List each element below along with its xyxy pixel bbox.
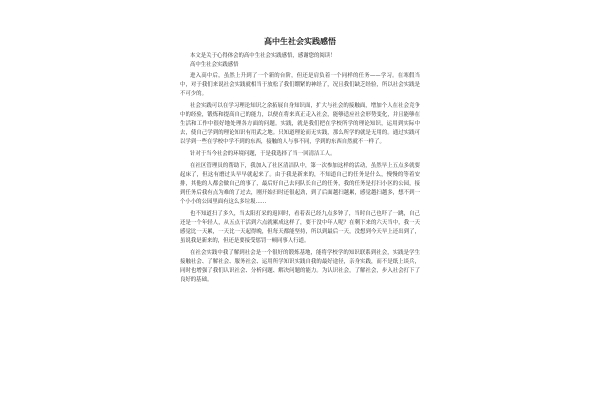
- paragraph: 针对于当今社会的环境问题，于是我选择了当一回清洁工人。: [190, 151, 336, 157]
- document-body: [180, 36, 420, 288]
- document-title: 高中生社会实践感悟: [264, 36, 336, 46]
- paragraph: 进入高中后，虽然上升到了一个新的台阶，但还是肩负着一个同样的任务——学习。在寒假当中，对于我们来说社会实践就相当于放松了我们绷紧的神经了，况且我们缺乏经验，所以社会实践是不可少的。: [180, 73, 420, 97]
- paragraph: 在社区管理员的帮助下，我加入了社区清洁队中，第一次参加这样的活动，虽然早上五点多就要起床了，但这有磨过头早早就起来了。由于我是新来的，不知道自己的任务是什么，慢慢的等着安排，其他的人都会做自己的事了，最后好自己去问队长自己的任务，我的任务是打扫小区的公园，接到任务后我有点为难的了过去，刚开始扫时还很起劲，到了后面越扫越累，感觉越扫越多，想不到一个小小的公园里面有这么多垃圾……: [180, 163, 420, 205]
- document-intro: 本文是关于心得体会的高中生社会实践感悟，感谢您的阅读！: [190, 53, 336, 59]
- paragraph: 社会实践可以在学习理论知识之余拓展自身知识面，扩大与社会的接触面，增加个人在社会竞争中的经验，锻炼和提高自己的能力，以便在将来真正走入社会，能够适应社会形势变化，并且能够在生活和工作中很好地处理各方面的问题。实践，就是我们把在学校所学的理论知识，运用到实际中去，使自己学到的理论知识有用武之地。只知道理论而无实践，那么所学的就是无用的。通过实践可以学到一些在学校中学不到的东西，接触的人与事不同，学到的东西自然就不一样了。: [180, 103, 420, 145]
- paragraph: 也不知道扫了多久，当太阳打采的返回时，看着表已经九点多钟了，当时自己也吓了一跳，自己还是一个年轻人，从五点干活到六点就累成这样了，要干没中年人呢？在剩下来的六天当中，我一天感觉比一天累，一天比一天起得晚，但每天都能坚持，所以到最后一天，没想到今天早上还出到了，虽说我是新来的，但还是要接受惩罚一顿同事人行道。: [180, 211, 420, 244]
- paragraph: 在社会实践中我了解到社会是一个很好的锻炼基地，能将学校学的知识联系到社会，实践是学生接触社会、了解社会、服务社会、运用所学知识实践自我的最好途径，亲身实践，而不是纸上谈兵，同时也增强了我们认识社会、分析问题、解决问题的能力。为认识社会，了解社会，步入社会打下了良好的基础。: [180, 250, 420, 283]
- document-subtitle: 高中生社会实践感悟: [190, 62, 239, 68]
